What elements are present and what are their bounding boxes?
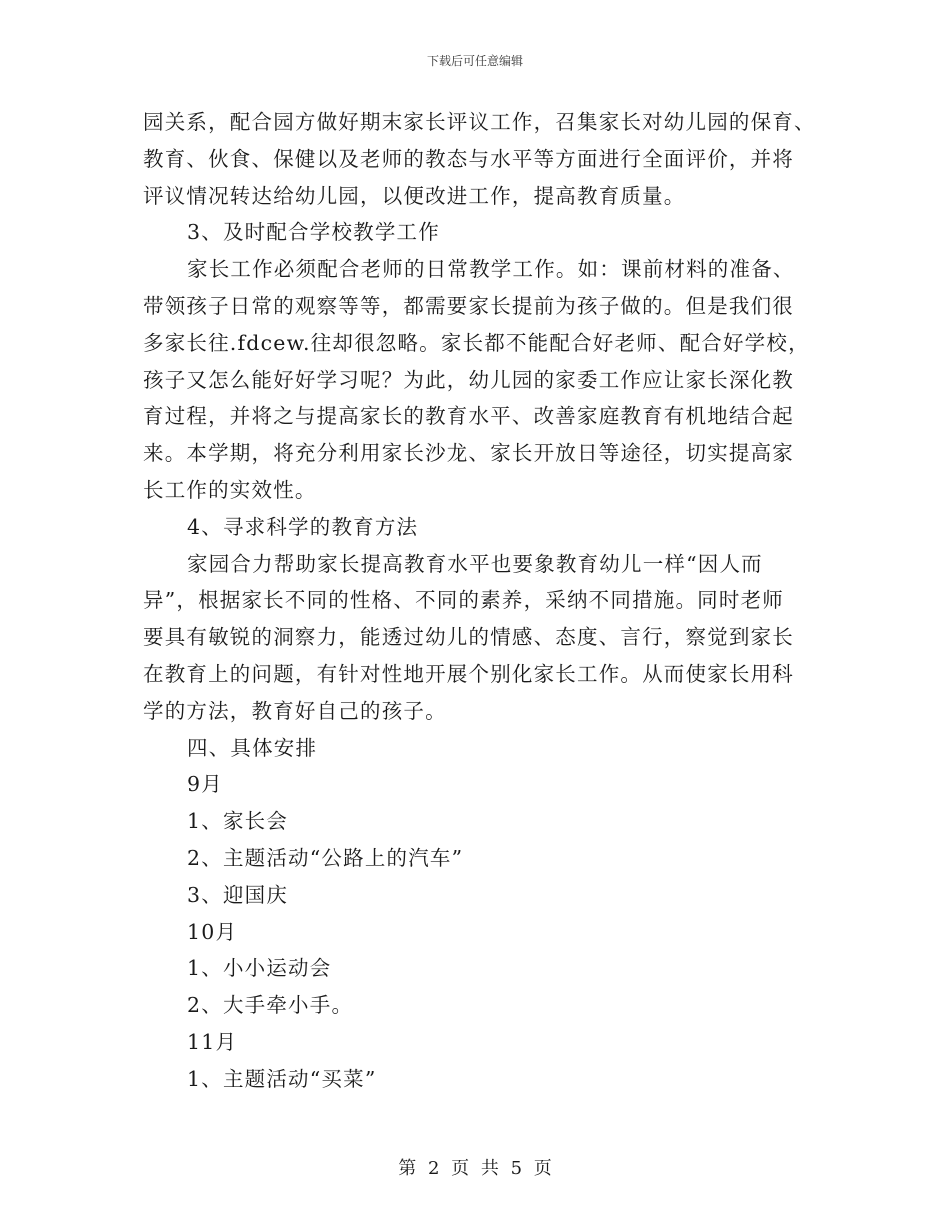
text-line: 教育、伙食、保健以及老师的教态与水平等方面进行全面评价，并将: [143, 146, 794, 171]
text-line: 学的方法，教育好自己的孩子。: [143, 698, 447, 723]
text-line: 1、家长会: [187, 809, 289, 834]
paragraph: [143, 730, 803, 767]
text-line: 孩子又怎么能好好学习呢？为此，幼儿园的家委工作应让家长深化教: [143, 367, 794, 392]
text-line: 1、主题活动“买菜”: [187, 1066, 377, 1091]
text-line: 多家长往.fdcew.往却很忽略。家长都不能配合好老师、配合好学校，: [143, 330, 810, 355]
text-line: 3、及时配合学校教学工作: [187, 220, 440, 245]
paragraph: [143, 214, 803, 251]
text-line: 4、寻求科学的教育方法: [187, 514, 419, 539]
paragraph: [143, 987, 803, 1024]
paragraph: [143, 104, 816, 214]
text-line: 异”，根据家长不同的性格、不同的素养，采纳不同措施。同时老师: [143, 588, 784, 613]
paragraph: [143, 950, 803, 987]
paragraph: [143, 1024, 803, 1061]
text-line: 3、迎国庆: [187, 882, 289, 907]
text-line: 2、大手牵小手。: [187, 993, 354, 1018]
text-line: 四、具体安排: [187, 735, 318, 760]
text-line: 2、主题活动“公路上的汽车”: [187, 845, 464, 870]
paragraph: [143, 914, 803, 951]
page-header-note: 下载后可任意编辑: [426, 54, 523, 68]
text-line: 家园合力帮助家长提高教育水平也要象教育幼儿一样“因人而: [187, 551, 763, 576]
text-line: 长工作的实效性。: [143, 477, 317, 502]
text-line: 1、小小运动会: [187, 956, 332, 981]
document-body: [143, 104, 816, 1098]
text-line: 带领孩子日常的观察等等，都需要家长提前为孩子做的。但是我们很: [143, 293, 794, 318]
text-line: 要具有敏锐的洞察力，能透过幼儿的情感、态度、言行，察觉到家长: [143, 625, 794, 650]
paragraph: [143, 840, 803, 877]
paragraph: [143, 803, 803, 840]
text-line: 家长工作必须配合老师的日常教学工作。如：课前材料的准备、: [187, 257, 795, 282]
text-line: 来。本学期，将充分利用家长沙龙、家长开放日等途径，切实提高家: [143, 441, 794, 466]
paragraph: [143, 766, 803, 803]
paragraph: [143, 877, 803, 914]
text-line: 10月: [187, 919, 238, 944]
text-line: 园关系，配合园方做好期末家长评议工作，召集家长对幼儿园的保育、: [143, 110, 816, 134]
paragraph: [143, 251, 810, 509]
paragraph: [143, 1061, 803, 1098]
paragraph: [143, 509, 803, 546]
text-line: 11月: [187, 1029, 238, 1054]
paragraph: [143, 546, 803, 730]
text-line: 9月: [187, 772, 223, 797]
page-number-footer: 第 2 页 共 5 页: [398, 1158, 552, 1179]
text-line: 评议情况转达给幼儿园，以便改进工作，提高教育质量。: [143, 183, 686, 208]
text-line: 在教育上的问题，有针对性地开展个别化家长工作。从而使家长用科: [143, 661, 794, 686]
text-line: 育过程，并将之与提高家长的教育水平、改善家庭教育有机地结合起: [143, 404, 794, 429]
